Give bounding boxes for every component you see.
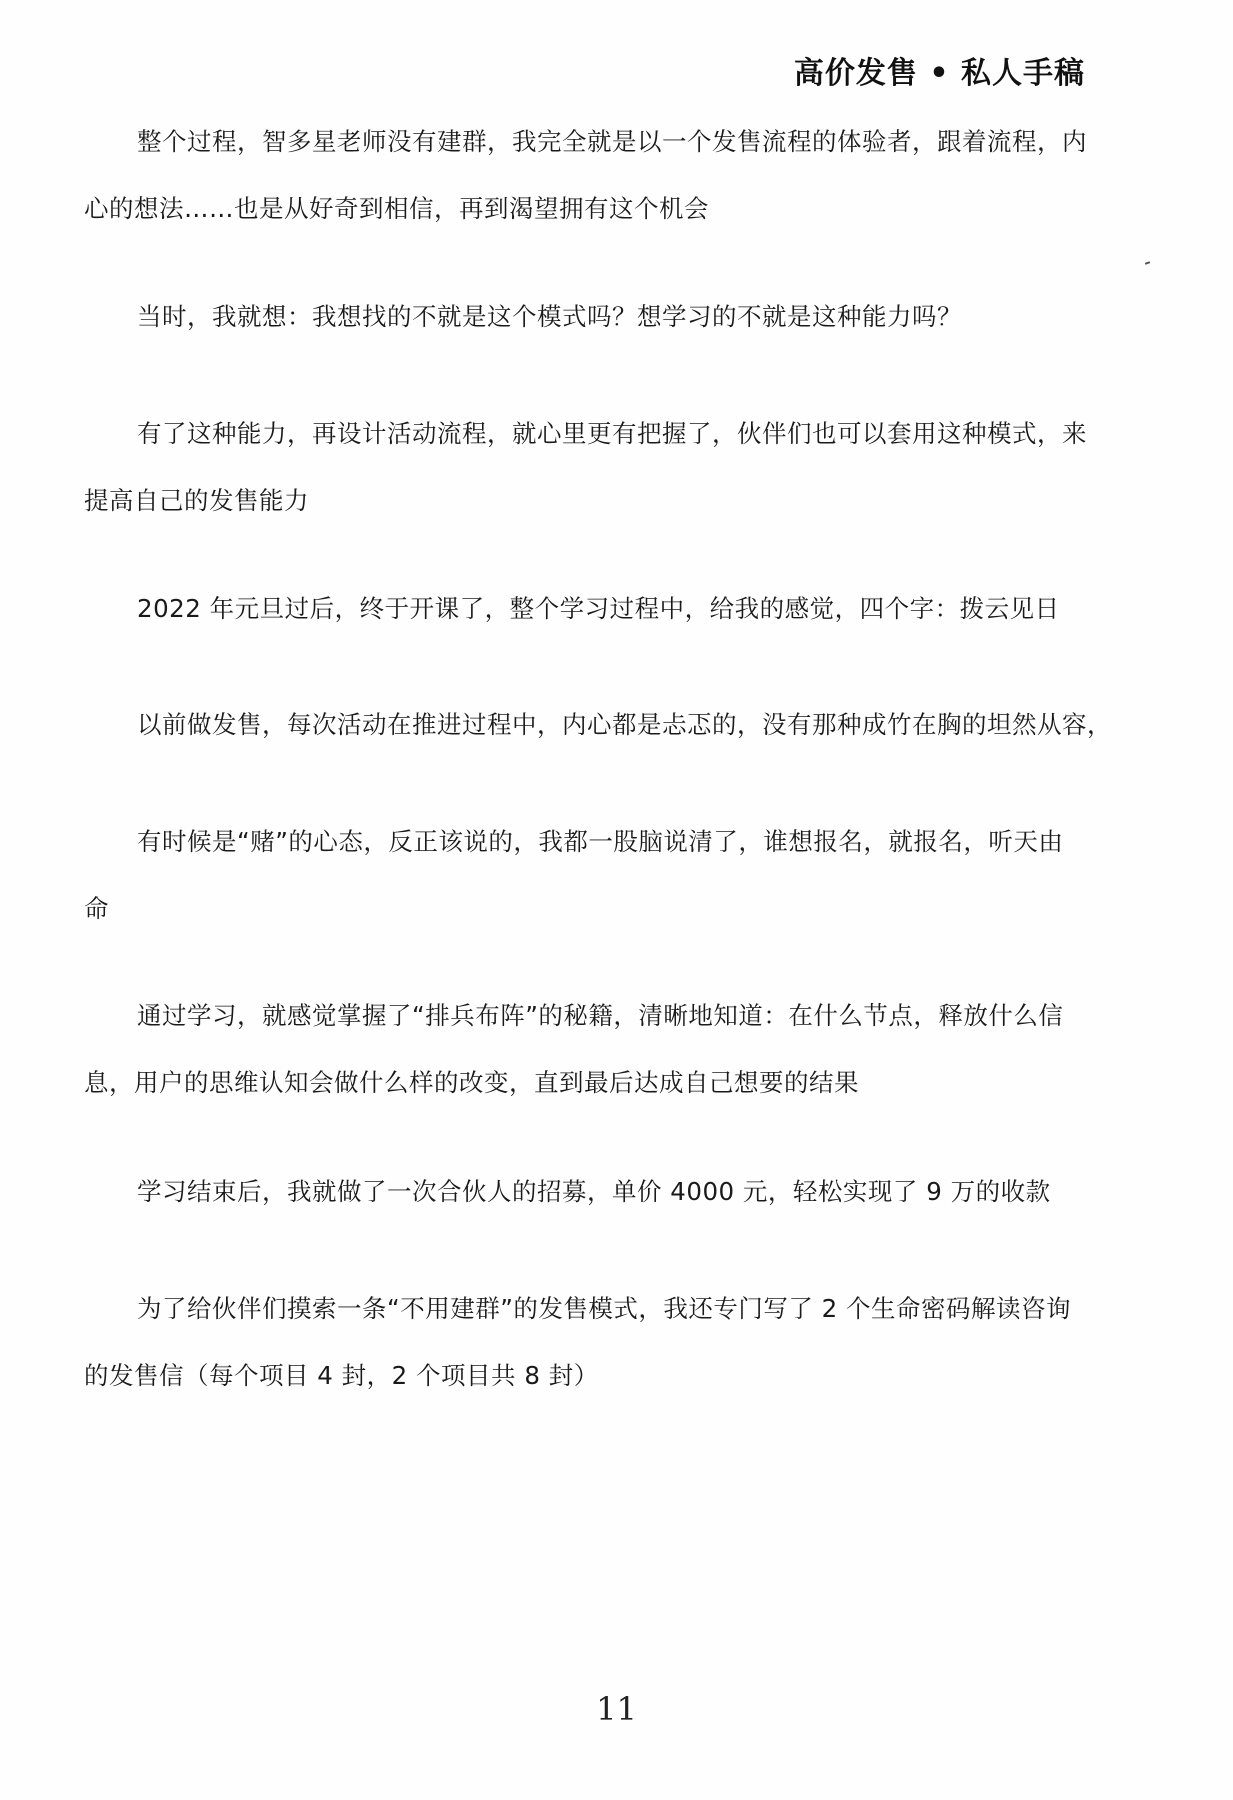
paragraph: [84, 808, 1124, 942]
paragraph-line: 心的想法……也是从好奇到相信，再到渴望拥有这个机会: [84, 194, 709, 223]
paragraph: [84, 691, 1124, 758]
paragraph-line: 学习结束后，我就做了一次合伙人的招募，单价 4000 元，轻松实现了 9 万的收款: [137, 1177, 1051, 1206]
paragraph-line: 息，用户的思维认知会做什么样的改变，直到最后达成自己想要的结果: [84, 1068, 859, 1097]
paragraph: [84, 400, 1124, 534]
paragraph-line: 以前做发售，每次活动在推进过程中，内心都是忐忑的，没有那种成竹在胸的坦然从容，: [137, 710, 1112, 739]
page-header-title: 高价发售 • 私人手稿: [793, 56, 1085, 91]
paragraph-line: 有了这种能力，再设计活动流程，就心里更有把握了，伙伴们也可以套用这种模式，来: [137, 419, 1087, 448]
paragraph-line: 整个过程，智多星老师没有建群，我完全就是以一个发售流程的体验者，跟着流程，内: [137, 127, 1087, 156]
paragraph-line: 提高自己的发售能力: [84, 486, 309, 515]
paragraph-line: 命: [84, 894, 109, 923]
paragraph-line: 的发售信（每个项目 4 封，2 个项目共 8 封）: [84, 1361, 599, 1390]
paragraph-line: 当时，我就想：我想找的不就是这个模式吗？想学习的不就是这种能力吗？: [137, 302, 962, 331]
paragraph-line: 通过学习，就感觉掌握了“排兵布阵”的秘籍，清晰地知道：在什么节点，释放什么信: [137, 1001, 1064, 1030]
paragraph: [84, 575, 1124, 642]
scan-speck: [1145, 261, 1150, 265]
paragraph: [84, 1275, 1124, 1409]
paragraph: [84, 283, 1124, 350]
paragraph-line: 为了给伙伴们摸索一条“不用建群”的发售模式，我还专门写了 2 个生命密码解读咨询: [137, 1294, 1072, 1323]
paragraph: [84, 1158, 1124, 1225]
paragraph: [84, 982, 1124, 1116]
paragraph-line: 2022 年元旦过后，终于开课了，整个学习过程中，给我的感觉，四个字：拨云见日: [137, 594, 1060, 623]
paragraph-line: 有时候是“赌”的心态，反正该说的，我都一股脑说清了，谁想报名，就报名，听天由: [137, 827, 1064, 856]
paragraph: [84, 108, 1124, 242]
page-number: 11: [596, 1690, 637, 1728]
